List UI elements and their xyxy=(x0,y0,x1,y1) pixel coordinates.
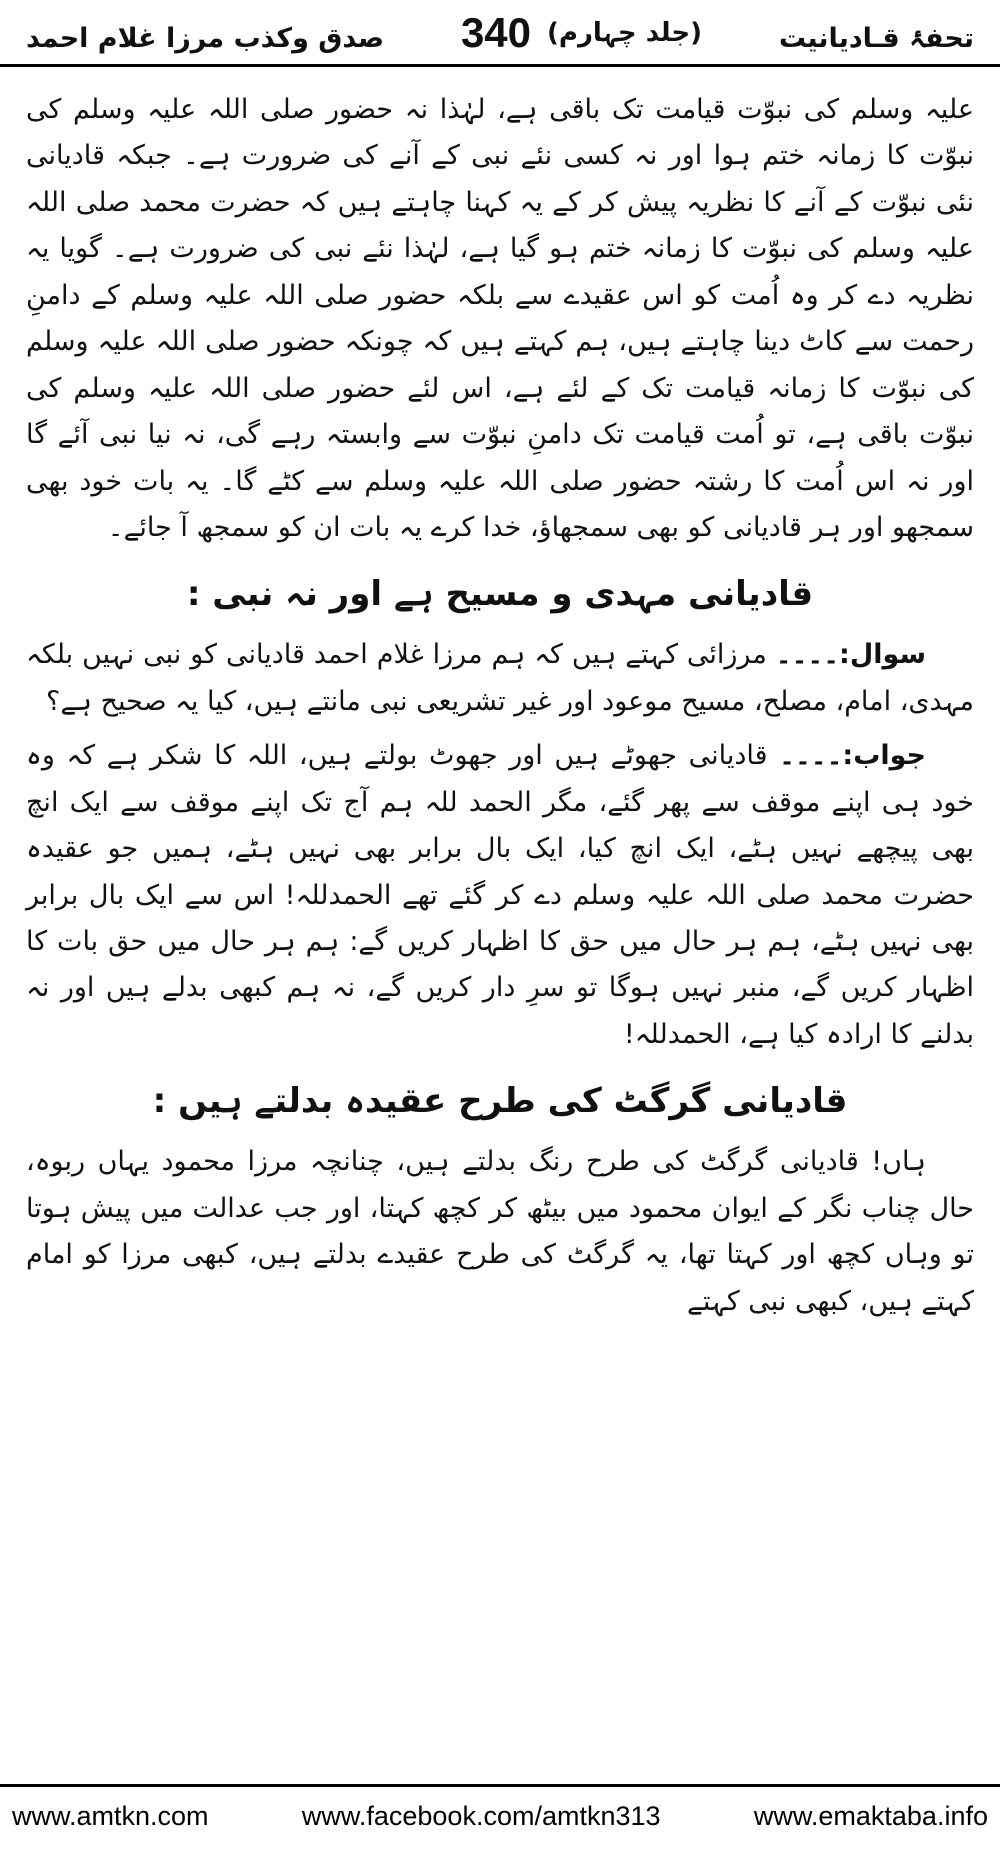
question-label: سوال:۔۔۔۔ xyxy=(775,639,926,671)
page-number: 340 xyxy=(460,9,532,56)
header-center-group xyxy=(460,9,702,56)
question-paragraph xyxy=(26,632,974,725)
chapter-title: صدق وکذب مرزا غلام احمد xyxy=(26,23,385,54)
question-text: مرزائی کہتے ہیں کہ ہم مرزا غلام احمد قادیانی کو نبی نہیں بلکہ مہدی، امام، مصلح، مسیح موعود اور غیر تشریعی نبی مانتے ہیں، کیا یہ صحیح ہے؟ xyxy=(26,639,974,717)
page-header xyxy=(0,0,1000,64)
footer-link-amtkn: www.amtkn.com xyxy=(12,1801,209,1831)
page-content xyxy=(0,67,1000,1325)
answer-label: جواب:۔۔۔۔ xyxy=(779,740,926,772)
volume-label: (جلد چہارم) xyxy=(547,18,702,48)
book-title: تحفۂ قـادیانیت xyxy=(778,23,974,54)
section-heading-girgit: قادیانی گرگٹ کی طرح عقیدہ بدلتے ہیں : xyxy=(152,1081,848,1122)
footer-link-emaktaba: www.emaktaba.info xyxy=(753,1801,988,1831)
footer-link-facebook: www.facebook.com/amtkn313 xyxy=(301,1801,661,1831)
page-footer xyxy=(0,1784,1000,1850)
footer-links xyxy=(0,1787,1000,1850)
answer-paragraph xyxy=(26,733,974,1058)
section-heading-mahdi-masih: قادیانی مہدی و مسیح ہے اور نہ نبی : xyxy=(186,574,814,615)
paragraph-continuation: علیہ وسلم کی نبوّت قیامت تک باقی ہے، لہٰذا نہ حضور صلی اللہ علیہ وسلم کی نبوّت کا زمانہ ختم ہوا اور نہ کسی نئے نبی کے آنے کی ضرورت ہے۔ جبکہ قادیانی نئی نبوّت کے آنے کا نظریہ پیش کر کے یہ کہنا چاہتے ہیں کہ حضرت محمد صلی اللہ علیہ وسلم کی نبوّت کا زمانہ ختم ہو گیا ہے، لہٰذا نئے نبی کی ضرورت ہے۔ گویا یہ نظریہ دے کر وہ اُمت کو اس عقیدے سے بلکہ حضور صلی اللہ علیہ وسلم کے دامنِ رحمت سے کاٹ دینا چاہتے ہیں، ہم کہتے ہیں کہ چونکہ حضور صلی اللہ علیہ وسلم کی نبوّت کا زمانہ قیامت تک کے لئے ہے، اس لئے حضور صلی اللہ علیہ وسلم کی نبوّت باقی ہے، تو اُمت قیامت تک دامنِ نبوّت سے وابستہ رہے گی، نہ نیا نبی آئے گا اور نہ اس اُمت کا رشتہ حضور صلی اللہ علیہ وسلم سے کٹے گا۔ یہ بات خود بھی سمجھو اور ہر قادیانی کو بھی سمجھاؤ، خدا کرے یہ بات ان کو سمجھ آ جائے۔ xyxy=(26,94,974,543)
answer-text: قادیانی جھوٹے ہیں اور جھوٹ بولتے ہیں، اللہ کا شکر ہے کہ وہ خود ہی اپنے موقف سے پھر گئے، مگر الحمد للہ ہم آج تک اپنے موقف سے ایک انچ بھی پیچھے نہیں ہٹے، ایک انچ کیا، ایک بال برابر بھی نہیں ہٹے، ہمیں جو عقیدہ حضرت محمد صلی اللہ علیہ وسلم دے کر گئے تھے الحمدللہ! اس سے ایک بال برابر بھی نہیں ہٹے، ہم ہر حال میں حق کا اظہار کریں گے: ہم ہر حال میں حق بات کا اظہار کریں گے، منبر نہیں ہوگا تو سرِ دار کریں گے، نہ ہم کبھی بدلے ہیں اور نہ بدلنے کا ارادہ کیا ہے، الحمدللہ! xyxy=(26,740,974,1050)
paragraph-girgit: ہاں! قادیانی گرگٹ کی طرح رنگ بدلتے ہیں، چنانچہ مرزا محمود یہاں ربوہ، حال چناب نگر کے ایوان محمود میں بیٹھ کر کچھ کہتا، اور جب عدالت میں پیش ہوتا تو وہاں کچھ اور کہتا تھا، یہ گرگٹ کی طرح عقیدے بدلتے ہیں، کبھی مرزا کو امام کہتے ہیں، کبھی نبی کہتے xyxy=(26,1146,974,1317)
